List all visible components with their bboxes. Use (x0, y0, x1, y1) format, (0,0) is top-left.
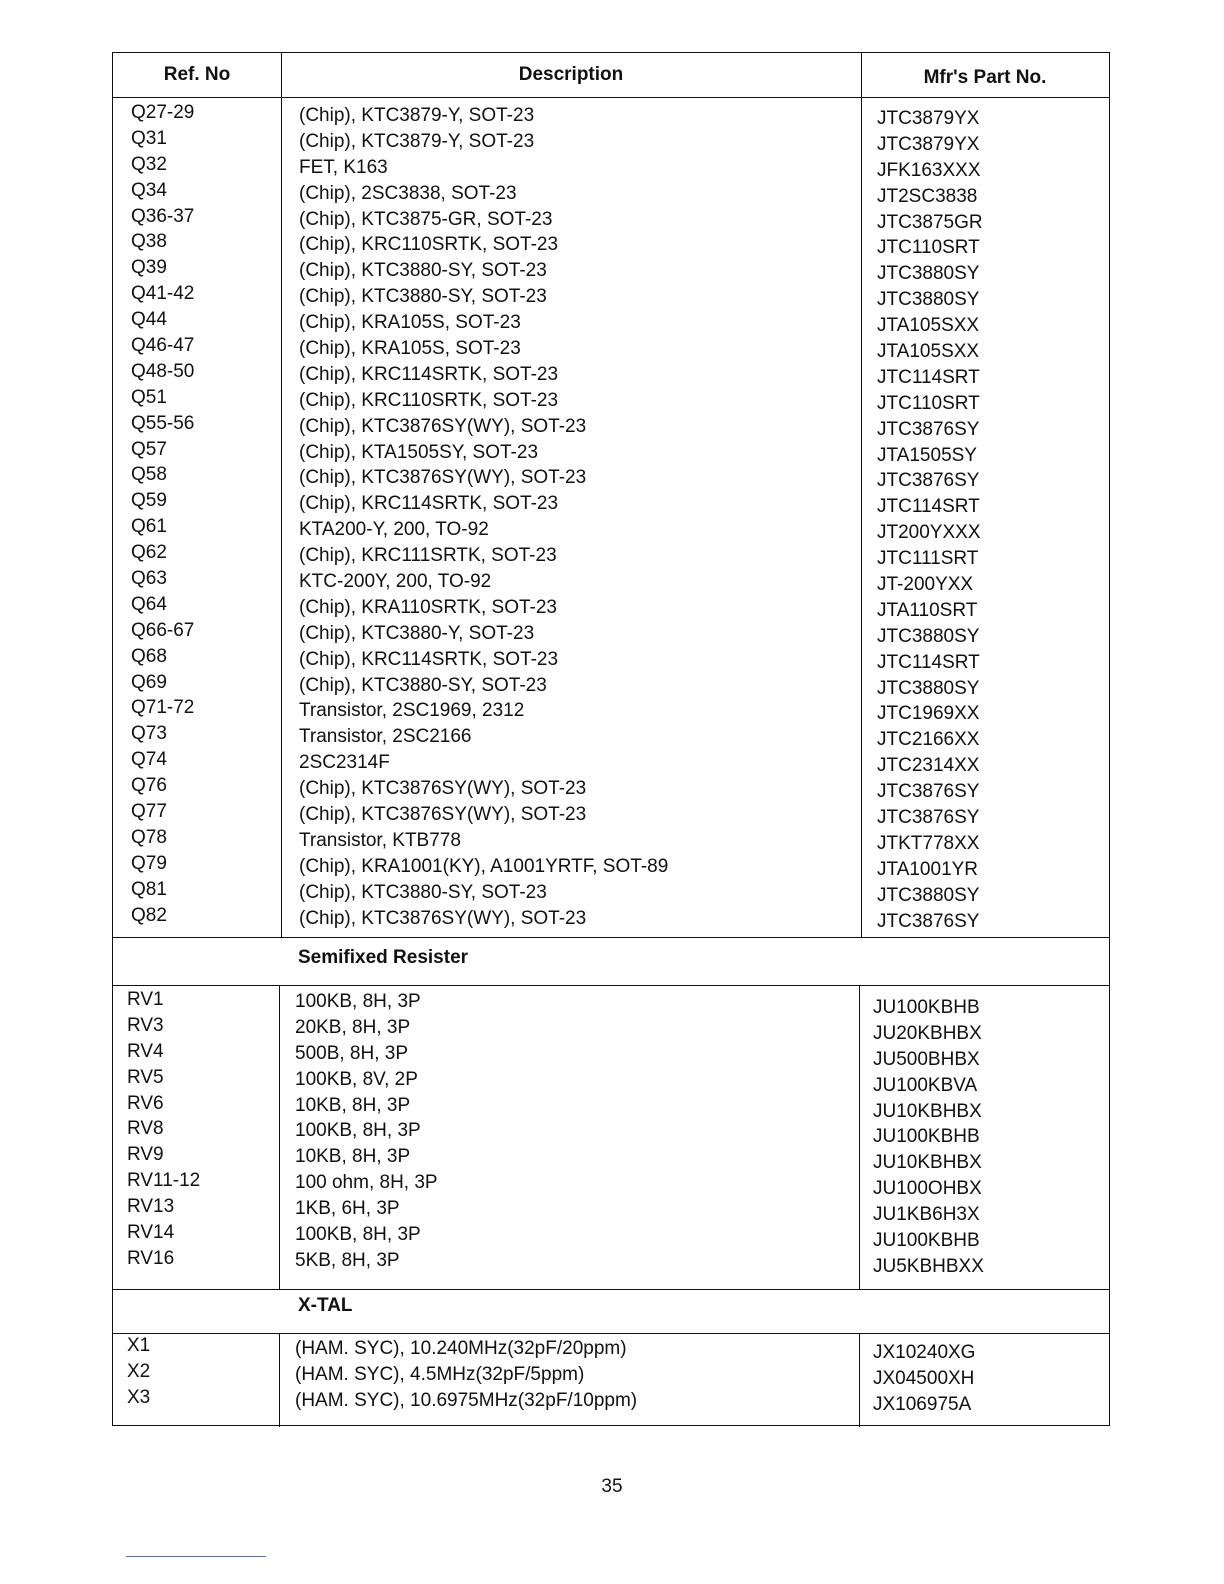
column-rule (859, 985, 860, 1289)
semifixed-part-cell: JU1KB6H3X (873, 1204, 980, 1226)
semifixed-part-cell: JU100KBHB (873, 1126, 980, 1148)
transistors-part-cell: JTC114SRT (877, 366, 980, 388)
semifixed-ref-cell: RV16 (127, 1247, 175, 1269)
semifixed-part-cell: JU10KBHBX (873, 1100, 982, 1122)
section-title-semifixed: Semifixed Resister (298, 947, 469, 968)
transistors-part-cell: JTC110SRT (877, 237, 980, 259)
semifixed-ref-cell: RV4 (127, 1040, 164, 1062)
transistors-ref-cell: Q31 (131, 127, 167, 149)
column-rule (279, 1333, 280, 1427)
transistors-desc-cell: (Chip), KTC3875-GR, SOT-23 (299, 208, 553, 230)
transistors-desc-cell: 2SC2314F (299, 752, 390, 774)
transistor-part-column (877, 106, 983, 935)
transistors-ref-cell: Q41-42 (131, 283, 195, 305)
transistors-part-cell: JTKT778XX (877, 832, 980, 854)
transistors-ref-cell: Q71-72 (131, 697, 195, 719)
transistor-ref-column (131, 100, 194, 929)
transistors-ref-cell: Q62 (131, 542, 167, 564)
xtal-desc-cell: (HAM. SYC), 4.5MHz(32pF/5ppm) (295, 1363, 585, 1385)
semifixed-part-cell: JU100KBVA (873, 1074, 978, 1096)
transistors-part-cell: JT-200YXX (877, 574, 974, 596)
semifixed-ref-cell: RV8 (127, 1118, 164, 1140)
transistors-desc-cell: (Chip), KRA105S, SOT-23 (299, 338, 521, 360)
transistors-desc-cell: KTC-200Y, 200, TO-92 (299, 571, 492, 593)
xtal-desc-cell: (HAM. SYC), 10.6975MHz(32pF/10ppm) (295, 1389, 638, 1411)
transistors-desc-cell: (Chip), KRC114SRTK, SOT-23 (299, 363, 559, 385)
transistors-part-cell: JTA105SXX (877, 315, 980, 337)
transistors-ref-cell: Q55-56 (131, 412, 195, 434)
transistors-ref-cell: Q58 (131, 464, 167, 486)
transistors-part-cell: JTC3876SY (877, 910, 980, 932)
section-rule (113, 985, 1109, 986)
semifixed-part-cell: JU5KBHBXX (873, 1255, 984, 1277)
transistors-part-cell: JT200YXXX (877, 522, 981, 544)
transistors-desc-cell: (Chip), KTC3880-Y, SOT-23 (299, 622, 535, 644)
transistors-desc-cell: (Chip), KTC3876SY(WY), SOT-23 (299, 907, 587, 929)
transistors-desc-cell: (Chip), KTC3876SY(WY), SOT-23 (299, 467, 587, 489)
transistors-part-cell: JTC114SRT (877, 496, 980, 518)
xtal-part-cell: JX10240XG (873, 1342, 976, 1363)
semifixed-ref-cell: RV5 (127, 1066, 164, 1088)
section-rule (113, 1289, 1109, 1290)
header-part-no: Mfr's Part No. (923, 67, 1047, 88)
transistors-ref-cell: Q69 (131, 671, 167, 693)
transistor-desc-column (299, 103, 668, 932)
transistors-desc-cell: (Chip), KRA110SRTK, SOT-23 (299, 596, 558, 618)
footer-rule (126, 1556, 266, 1557)
semifixed-part-cell: JU10KBHBX (873, 1152, 982, 1174)
semifixed-part-cell: JU100KBHB (873, 1230, 980, 1252)
transistors-desc-cell: (Chip), KRA105S, SOT-23 (299, 312, 521, 334)
transistors-part-cell: JTC110SRT (877, 392, 980, 414)
semifixed-ref-column (127, 987, 200, 1272)
section-title-xtal: X-TAL (298, 1295, 353, 1316)
header-description: Description (518, 64, 624, 85)
xtal-ref-cell: X1 (127, 1335, 151, 1356)
semifixed-part-cell: JU100KBHB (873, 997, 980, 1018)
xtal-ref-column (127, 1333, 150, 1411)
semifixed-desc-column (295, 989, 438, 1274)
semifixed-part-column (873, 995, 984, 1280)
transistors-desc-cell: Transistor, KTB778 (299, 829, 461, 851)
transistors-ref-cell: Q66-67 (131, 619, 195, 641)
transistors-part-cell: JTC2166XX (877, 729, 980, 751)
transistors-ref-cell: Q64 (131, 593, 167, 615)
transistors-part-cell: JTA110SRT (877, 599, 978, 621)
semifixed-ref-cell: RV9 (127, 1144, 164, 1166)
transistors-ref-cell: Q82 (131, 904, 167, 926)
semifixed-desc-cell: 10KB, 8H, 3P (295, 1146, 411, 1168)
transistors-desc-cell: (Chip), KRA1001(KY), A1001YRTF, SOT-89 (299, 855, 669, 877)
transistors-ref-cell: Q74 (131, 749, 167, 771)
transistors-ref-cell: Q59 (131, 490, 167, 512)
semifixed-desc-cell: 100KB, 8H, 3P (295, 991, 421, 1012)
xtal-part-cell: JX106975A (873, 1393, 972, 1415)
transistors-part-cell: JTC3880SY (877, 263, 980, 285)
semifixed-part-cell: JU20KBHBX (873, 1022, 982, 1044)
transistors-part-cell: JTA1001YR (877, 858, 979, 880)
semifixed-part-cell: JU100OHBX (873, 1178, 982, 1200)
transistors-part-cell: JTC3876SY (877, 470, 980, 492)
semifixed-part-cell: JU500BHBX (873, 1048, 980, 1070)
transistors-desc-cell: (Chip), KRC110SRTK, SOT-23 (299, 389, 559, 411)
transistors-ref-cell: Q81 (131, 878, 167, 900)
xtal-ref-cell: X2 (127, 1360, 151, 1382)
transistors-desc-cell: (Chip), KTC3880-SY, SOT-23 (299, 674, 547, 696)
transistors-desc-cell: (Chip), KTC3880-SY, SOT-23 (299, 286, 547, 308)
transistors-ref-cell: Q46-47 (131, 335, 195, 357)
xtal-desc-column (295, 1336, 637, 1414)
transistors-part-cell: JTC3880SY (877, 289, 980, 311)
transistors-desc-cell: (Chip), KTC3879-Y, SOT-23 (299, 105, 535, 126)
semifixed-ref-cell: RV14 (127, 1222, 175, 1244)
transistors-part-cell: JTC1969XX (877, 703, 980, 725)
transistors-ref-cell: Q36-37 (131, 205, 195, 227)
transistors-part-cell: JTC3876SY (877, 781, 980, 803)
section-rule (113, 937, 1109, 938)
transistors-ref-cell: Q78 (131, 826, 167, 848)
transistors-part-cell: JTC3880SY (877, 884, 980, 906)
transistors-desc-cell: (Chip), KTC3876SY(WY), SOT-23 (299, 778, 587, 800)
transistors-part-cell: JTC3875GR (877, 211, 983, 233)
transistors-ref-cell: Q27-29 (131, 102, 195, 123)
transistors-ref-cell: Q57 (131, 438, 167, 460)
transistors-ref-cell: Q79 (131, 852, 167, 874)
column-rule (281, 53, 282, 937)
semifixed-ref-cell: RV1 (127, 989, 164, 1010)
transistors-desc-cell: Transistor, 2SC1969, 2312 (299, 700, 525, 722)
transistors-part-cell: JTC3879YX (877, 108, 980, 129)
transistors-ref-cell: Q34 (131, 179, 167, 201)
transistors-part-cell: JTA105SXX (877, 341, 980, 363)
transistors-desc-cell: (Chip), KRC110SRTK, SOT-23 (299, 234, 559, 256)
transistors-desc-cell: FET, K163 (299, 156, 388, 178)
semifixed-desc-cell: 100KB, 8H, 3P (295, 1224, 421, 1246)
transistors-part-cell: JTC3876SY (877, 807, 980, 829)
transistors-part-cell: JFK163XXX (877, 159, 981, 181)
transistors-ref-cell: Q77 (131, 801, 167, 823)
transistors-ref-cell: Q38 (131, 231, 167, 253)
column-rule (859, 1333, 860, 1427)
transistors-part-cell: JTA1505SY (877, 444, 977, 466)
semifixed-desc-cell: 100KB, 8V, 2P (295, 1068, 418, 1090)
semifixed-ref-cell: RV3 (127, 1014, 164, 1036)
transistors-ref-cell: Q63 (131, 568, 167, 590)
semifixed-desc-cell: 10KB, 8H, 3P (295, 1094, 411, 1116)
transistors-desc-cell: (Chip), KTC3876SY(WY), SOT-23 (299, 415, 587, 437)
transistors-part-cell: JT2SC3838 (877, 185, 978, 207)
xtal-part-cell: JX04500XH (873, 1367, 975, 1389)
transistors-part-cell: JTC3880SY (877, 677, 980, 699)
semifixed-desc-cell: 5KB, 8H, 3P (295, 1249, 400, 1271)
transistors-part-cell: JTC111SRT (877, 548, 979, 570)
semifixed-ref-cell: RV6 (127, 1092, 164, 1114)
transistors-desc-cell: (Chip), KRC114SRTK, SOT-23 (299, 493, 559, 515)
column-rule (861, 53, 862, 937)
transistors-part-cell: JTC3879YX (877, 133, 980, 155)
xtal-desc-cell: (HAM. SYC), 10.240MHz(32pF/20ppm) (295, 1338, 627, 1359)
transistors-part-cell: JTC2314XX (877, 755, 980, 777)
transistors-ref-cell: Q32 (131, 153, 167, 175)
semifixed-desc-cell: 20KB, 8H, 3P (295, 1016, 411, 1038)
transistors-desc-cell: KTA200-Y, 200, TO-92 (299, 519, 489, 541)
transistors-desc-cell: (Chip), KTC3880-SY, SOT-23 (299, 881, 547, 903)
transistors-part-cell: JTC3876SY (877, 418, 980, 440)
transistors-ref-cell: Q39 (131, 257, 167, 279)
semifixed-desc-cell: 100KB, 8H, 3P (295, 1120, 421, 1142)
transistors-ref-cell: Q73 (131, 723, 167, 745)
transistors-ref-cell: Q76 (131, 775, 167, 797)
transistors-part-cell: JTC3880SY (877, 625, 980, 647)
transistors-ref-cell: Q68 (131, 645, 167, 667)
transistors-desc-cell: (Chip), KTC3880-SY, SOT-23 (299, 260, 547, 282)
column-rule (279, 985, 280, 1289)
transistors-desc-cell: (Chip), KTC3879-Y, SOT-23 (299, 130, 535, 152)
xtal-ref-cell: X3 (127, 1386, 151, 1408)
xtal-part-column (873, 1340, 975, 1418)
transistors-desc-cell: (Chip), KRC114SRTK, SOT-23 (299, 648, 559, 670)
header-ref-no: Ref. No (163, 64, 231, 85)
semifixed-desc-cell: 1KB, 6H, 3P (295, 1198, 400, 1220)
page-number: 35 (601, 1476, 623, 1497)
transistors-desc-cell: (Chip), KRC111SRTK, SOT-23 (299, 545, 557, 567)
parts-table (112, 52, 1110, 1426)
transistors-desc-cell: (Chip), 2SC3838, SOT-23 (299, 182, 517, 204)
transistors-ref-cell: Q61 (131, 516, 167, 538)
transistors-desc-cell: (Chip), KTC3876SY(WY), SOT-23 (299, 804, 587, 826)
transistors-ref-cell: Q48-50 (131, 360, 195, 382)
semifixed-ref-cell: RV11-12 (127, 1170, 201, 1192)
transistors-part-cell: JTC114SRT (877, 651, 980, 673)
semifixed-desc-cell: 500B, 8H, 3P (295, 1042, 409, 1064)
transistors-ref-cell: Q44 (131, 309, 167, 331)
section-rule (113, 1333, 1109, 1334)
transistors-desc-cell: (Chip), KTA1505SY, SOT-23 (299, 441, 539, 463)
semifixed-ref-cell: RV13 (127, 1196, 175, 1218)
transistors-ref-cell: Q51 (131, 386, 167, 408)
transistors-desc-cell: Transistor, 2SC2166 (299, 726, 472, 748)
semifixed-desc-cell: 100 ohm, 8H, 3P (295, 1172, 438, 1194)
